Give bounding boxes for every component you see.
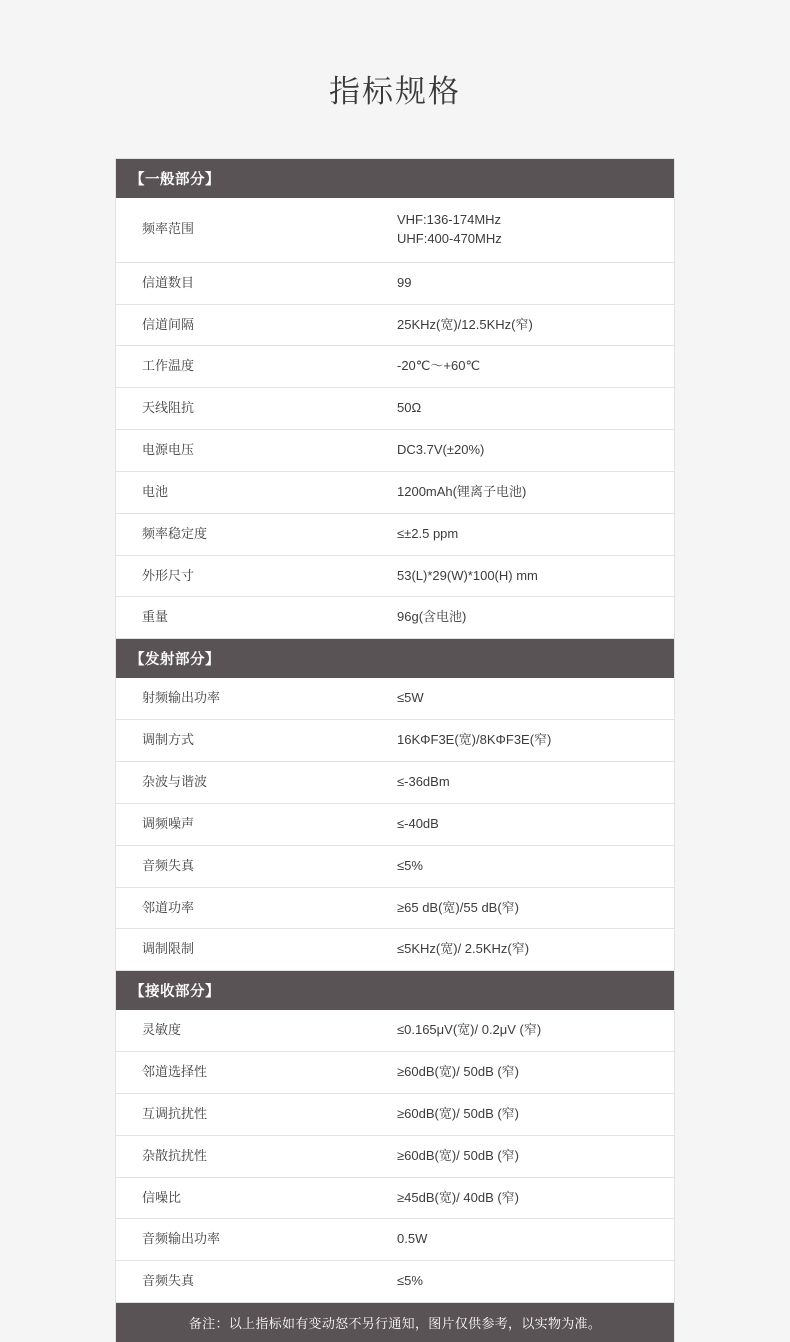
table-row [116, 845, 674, 887]
section-header-label: 【接收部分】 [116, 971, 674, 1011]
spec-label: 互调抗扰性 [116, 1093, 395, 1135]
spec-label: 天线阻抗 [116, 388, 395, 430]
spec-value: ≥60dB(宽)/ 50dB (窄) [395, 1093, 674, 1135]
spec-value [395, 198, 674, 262]
spec-value: ≤5W [395, 678, 674, 719]
spec-label: 音频失真 [116, 1261, 395, 1303]
spec-value: -20℃～+60℃ [395, 346, 674, 388]
table-row [116, 597, 674, 639]
table-row [116, 929, 674, 971]
spec-value: 99 [395, 262, 674, 304]
table-row [116, 555, 674, 597]
page-title: 指标规格 [329, 74, 461, 109]
table-row [116, 761, 674, 803]
spec-value: ≤±2.5 ppm [395, 513, 674, 555]
spec-value: 16KΦF3E(宽)/8KΦF3E(窄) [395, 720, 674, 762]
section-header-label: 【发射部分】 [116, 639, 674, 679]
section-header-receive [116, 971, 674, 1011]
spec-label: 调制方式 [116, 720, 395, 762]
spec-label: 射频输出功率 [116, 678, 395, 719]
section-header-transmit [116, 639, 674, 679]
spec-label: 电源电压 [116, 430, 395, 472]
table-row [116, 1261, 674, 1303]
spec-label: 调频噪声 [116, 803, 395, 845]
table-row [116, 1052, 674, 1094]
spec-label: 调制限制 [116, 929, 395, 971]
spec-label: 工作温度 [116, 346, 395, 388]
spec-label: 灵敏度 [116, 1010, 395, 1051]
spec-label: 重量 [116, 597, 395, 639]
table-row [116, 198, 674, 262]
table-row [116, 430, 674, 472]
table-row [116, 1219, 674, 1261]
table-row [116, 1177, 674, 1219]
table-row [116, 471, 674, 513]
table-row [116, 1093, 674, 1135]
spec-value: 0.5W [395, 1219, 674, 1261]
spec-value: ≤5% [395, 1261, 674, 1303]
table-row [116, 803, 674, 845]
spec-value: ≥45dB(宽)/ 40dB (窄) [395, 1177, 674, 1219]
table-row [116, 720, 674, 762]
spec-label: 频率稳定度 [116, 513, 395, 555]
spec-label: 邻道功率 [116, 887, 395, 929]
spec-label: 邻道选择性 [116, 1052, 395, 1094]
spec-value: ≥65 dB(宽)/55 dB(窄) [395, 887, 674, 929]
spec-value: 50Ω [395, 388, 674, 430]
spec-label: 电池 [116, 471, 395, 513]
table-row [116, 1010, 674, 1051]
spec-value-line: VHF:136-174MHz [397, 212, 502, 227]
table-row [116, 513, 674, 555]
table-row [116, 304, 674, 346]
table-row [116, 678, 674, 719]
table-row [116, 1135, 674, 1177]
table-footer-note [116, 1303, 674, 1342]
spec-label: 音频失真 [116, 845, 395, 887]
spec-label: 频率范围 [116, 198, 395, 262]
footer-note-text: 备注：以上指标如有变动怒不另行通知，图片仅供参考，以实物为准。 [116, 1303, 674, 1342]
table-row [116, 262, 674, 304]
table-row [116, 346, 674, 388]
spec-value: 96g(含电池) [395, 597, 674, 639]
spec-value: 1200mAh(锂离子电池) [395, 471, 674, 513]
section-header-label: 【一般部分】 [116, 159, 674, 198]
spec-label: 信噪比 [116, 1177, 395, 1219]
spec-table-body [116, 159, 674, 1342]
spec-value: 53(L)*29(W)*100(H) mm [395, 555, 674, 597]
spec-label: 杂散抗扰性 [116, 1135, 395, 1177]
spec-label: 杂波与谐波 [116, 761, 395, 803]
spec-value: ≤5KHz(宽)/ 2.5KHz(窄) [395, 929, 674, 971]
spec-value: ≥60dB(宽)/ 50dB (窄) [395, 1135, 674, 1177]
table-row [116, 388, 674, 430]
spec-value: ≥60dB(宽)/ 50dB (窄) [395, 1052, 674, 1094]
spec-value: ≤-36dBm [395, 761, 674, 803]
spec-value: DC3.7V(±20%) [395, 430, 674, 472]
spec-value: ≤5% [395, 845, 674, 887]
spec-value: ≤0.165μV(宽)/ 0.2μV (窄) [395, 1010, 674, 1051]
specification-table [116, 159, 674, 1342]
spec-label: 外形尺寸 [116, 555, 395, 597]
spec-value-line: UHF:400-470MHz [397, 230, 502, 246]
spec-label: 信道数目 [116, 262, 395, 304]
spec-label: 音频输出功率 [116, 1219, 395, 1261]
spec-value: 25KHz(宽)/12.5KHz(窄) [395, 304, 674, 346]
table-row [116, 887, 674, 929]
spec-value: ≤-40dB [395, 803, 674, 845]
spec-label: 信道间隔 [116, 304, 395, 346]
section-header-general [116, 159, 674, 198]
